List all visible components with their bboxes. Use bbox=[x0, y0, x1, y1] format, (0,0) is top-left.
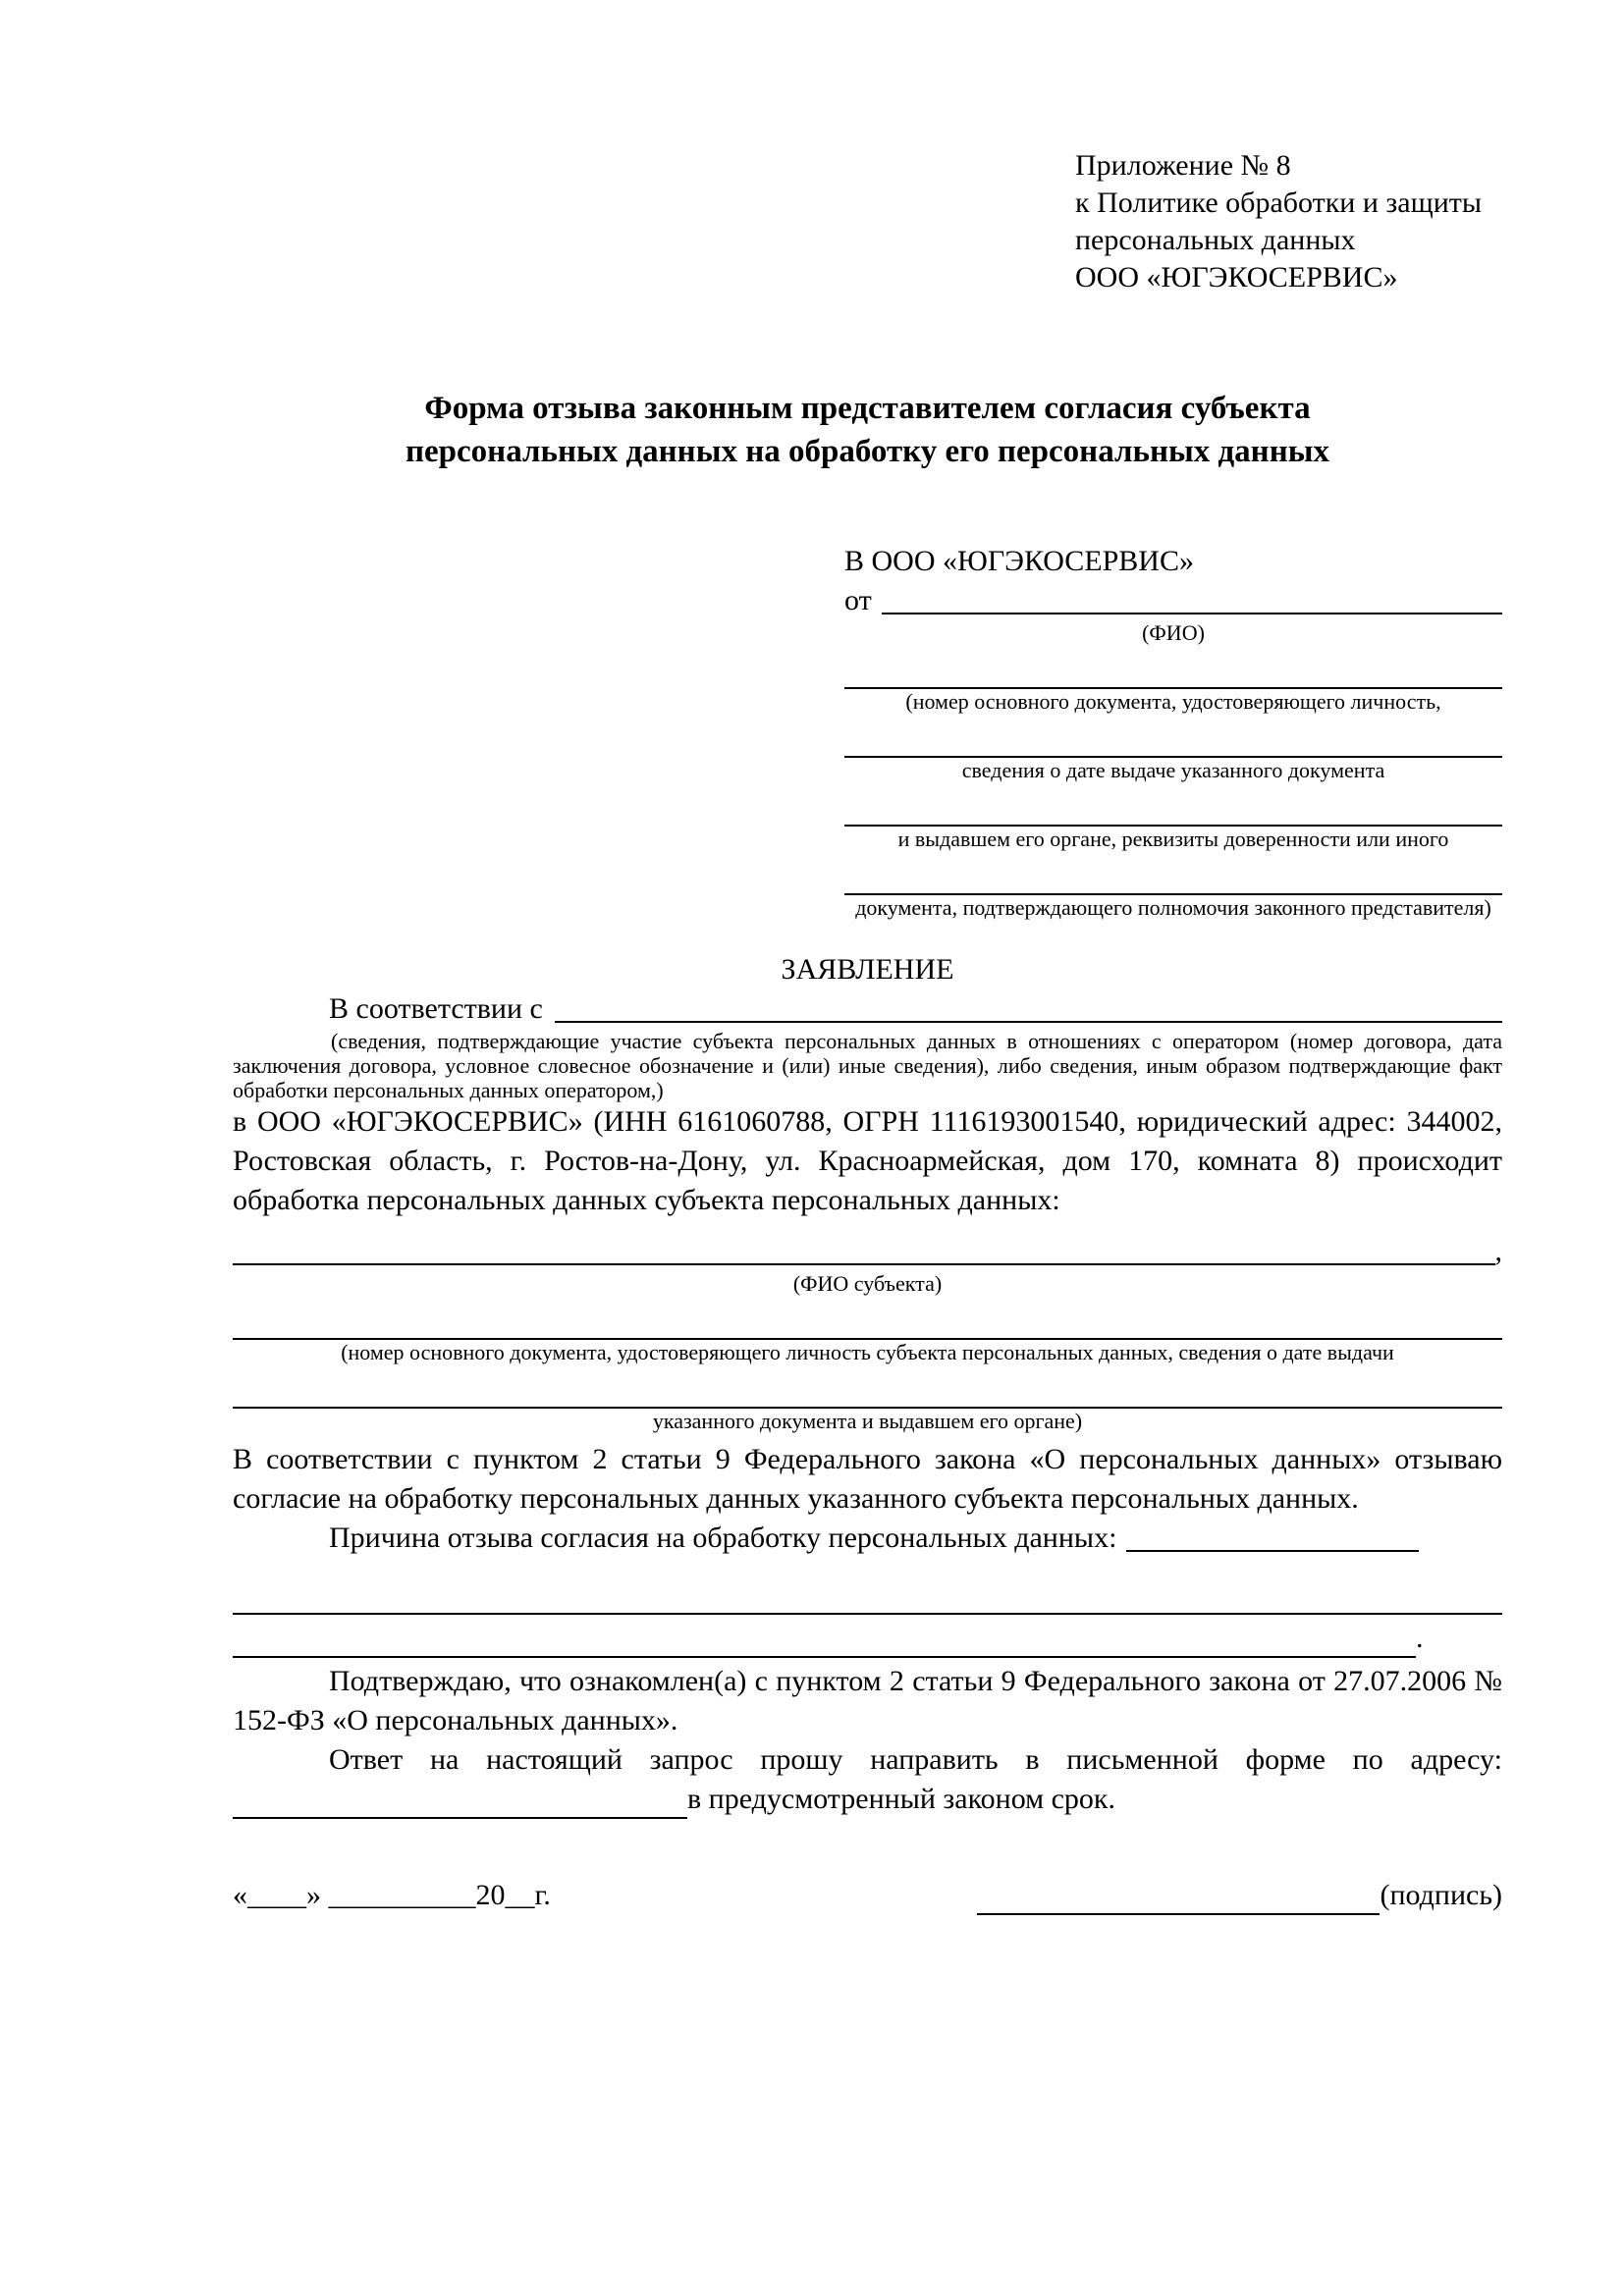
reason-blank-line bbox=[1126, 1550, 1419, 1552]
appendix-header-line: к Политике обработки и защиты bbox=[1075, 187, 1483, 219]
confirm-paragraph: Подтверждаю, что ознакомлен(а) с пунктом 2 статьи 9 Федерального закона от 27.07.2006 № 152-ФЗ «О персональных данных». bbox=[233, 1665, 1502, 1736]
addressee-block bbox=[844, 542, 1502, 921]
subject-fio-group bbox=[233, 1232, 1502, 1297]
appendix-header-line: ООО «ЮГЭКОСЕРВИС» bbox=[1075, 261, 1398, 294]
addressee-to: В ООО «ЮГЭКОСЕРВИС» bbox=[844, 545, 1194, 577]
doc-date-caption: сведения о дате выдаче указанного документа bbox=[961, 758, 1385, 782]
reason-period: . bbox=[1416, 1622, 1424, 1654]
signature-group bbox=[977, 1876, 1502, 1915]
representative-doc-group bbox=[844, 726, 1502, 783]
reason-prefix: Причина отзыва согласия на обработку персональных данных: bbox=[329, 1522, 1117, 1554]
representative-doc-group bbox=[844, 864, 1502, 921]
statement-intro-row bbox=[233, 989, 1502, 1029]
subject-doc-group bbox=[233, 1308, 1502, 1365]
addressee-from-row bbox=[844, 581, 1502, 620]
appendix-header-line: персональных данных bbox=[1075, 224, 1356, 256]
document-title-line: Форма отзыва законным представителем согласия субъекта bbox=[424, 391, 1311, 426]
subject-doc-issuer-blank-line bbox=[233, 1377, 1502, 1409]
subject-fio-caption: (ФИО субъекта) bbox=[792, 1271, 943, 1296]
doc-number-caption: (номер основного документа, удостоверяющего личность, bbox=[905, 689, 1441, 714]
reply-suffix: в предусмотренный законом срок. bbox=[687, 1783, 1115, 1815]
doc-authority-caption: документа, подтверждающего полномочия законного представителя) bbox=[855, 895, 1491, 920]
subject-fio-blank-line bbox=[233, 1263, 1495, 1265]
doc-issuer-caption: и выдавшем его органе, реквизиты доверенности или иного bbox=[897, 827, 1449, 851]
reply-address-blank-line bbox=[233, 1786, 687, 1819]
document-title bbox=[233, 387, 1502, 473]
date-line: «____» __________20__г. bbox=[233, 1879, 551, 1911]
doc-date-blank-line bbox=[844, 726, 1502, 758]
subject-doc-blank-line bbox=[233, 1308, 1502, 1340]
doc-issuer-blank-line bbox=[844, 795, 1502, 827]
statement-heading: ЗАЯВЛЕНИЕ bbox=[781, 953, 954, 986]
reply-row bbox=[233, 1780, 1502, 1819]
fio-caption: (ФИО) bbox=[1142, 620, 1205, 645]
representative-doc-group bbox=[844, 795, 1502, 852]
reply-paragraph-line1: Ответ на настоящий запрос прошу направить в письменной форме по адресу: bbox=[329, 1743, 1502, 1776]
document-title-line: персональных данных на обработку его персональных данных bbox=[406, 434, 1329, 469]
fio-blank-line bbox=[882, 613, 1502, 614]
relation-blank-line bbox=[555, 1021, 1502, 1023]
withdraw-paragraph: В соответствии с пунктом 2 статьи 9 Федерального закона «О персональных данных» отзываю согласие на обработку персональных данных указанного субъекта персональных данных. bbox=[233, 1443, 1502, 1515]
signature-blank-line bbox=[977, 1882, 1380, 1915]
reason-blank-line-3 bbox=[233, 1625, 1416, 1658]
reason-blank-line-2 bbox=[233, 1581, 1502, 1615]
subject-fio-comma: , bbox=[1494, 1235, 1502, 1267]
footer-row bbox=[233, 1876, 1502, 1915]
appendix-header-line: Приложение № 8 bbox=[1075, 149, 1291, 182]
relation-caption: (сведения, подтверждающие участие субъекта персональных данных в отношениях с оператором (номер договора, дата заключения договора, условное словесное обозначение и (или) иные сведения), либо сведения, иным образом подтверждающие факт обработки персональных данных оператором,) bbox=[233, 1029, 1502, 1102]
reason-blank-row-3 bbox=[233, 1619, 1502, 1658]
statement-intro-prefix: В соответствии с bbox=[329, 992, 543, 1025]
subject-fio-row bbox=[233, 1232, 1502, 1271]
doc-authority-blank-line bbox=[844, 864, 1502, 895]
appendix-header bbox=[1075, 147, 1502, 296]
operator-paragraph: в ООО «ЮГЭКОСЕРВИС» (ИНН 6161060788, ОГРН 1116193001540, юридический адрес: 344002, Ростовская область, г. Ростов-на-Дону, ул. Красноармейская, дом 170, комната 8) происходит обработка персональных данных субъекта персональных данных: bbox=[233, 1105, 1502, 1216]
doc-number-blank-line bbox=[844, 658, 1502, 689]
subject-doc-issuer-caption: указанного документа и выдавшем его органе) bbox=[652, 1409, 1083, 1433]
representative-doc-group bbox=[844, 658, 1502, 715]
signature-caption: (подпись) bbox=[1380, 1879, 1502, 1911]
reason-row bbox=[233, 1519, 1502, 1558]
addressee-from-label: от bbox=[844, 584, 872, 616]
subject-doc-caption: (номер основного документа, удостоверяющего личность субъекта персональных данных, сведения о дате выдачи bbox=[341, 1340, 1394, 1364]
subject-doc-group bbox=[233, 1377, 1502, 1434]
